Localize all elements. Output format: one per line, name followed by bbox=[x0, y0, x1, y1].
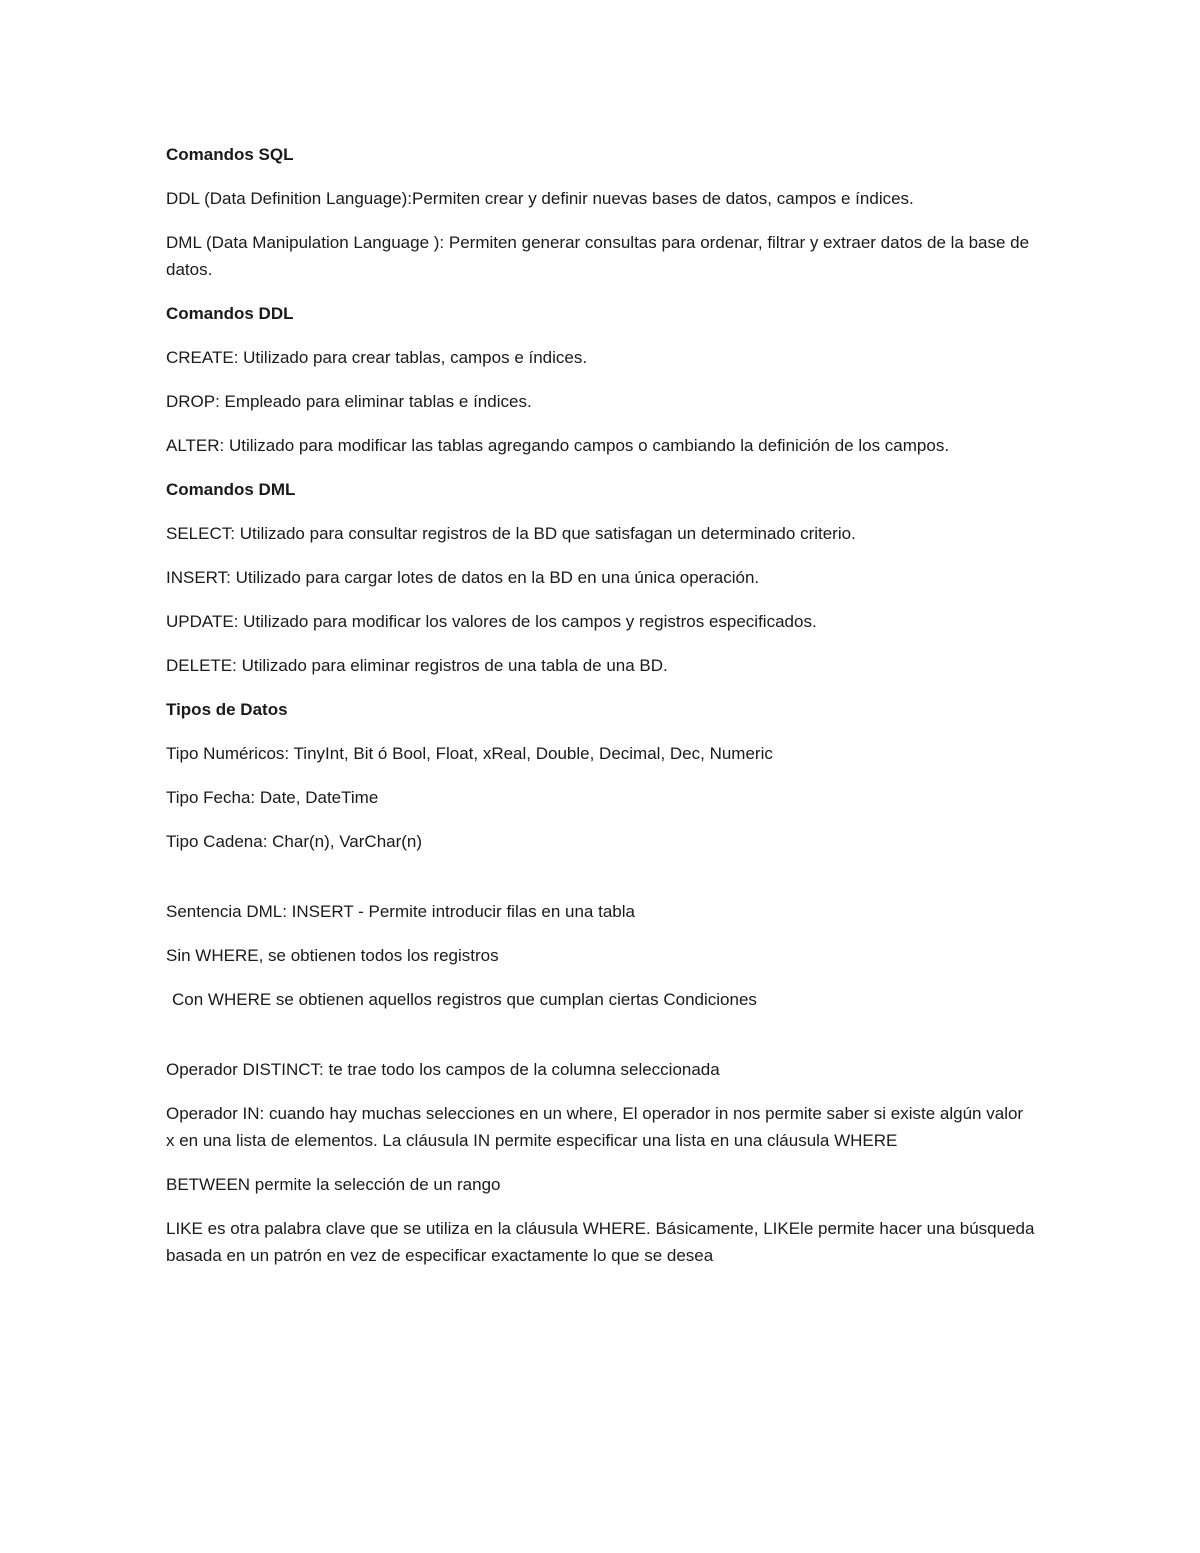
paragraph-without-where: Sin WHERE, se obtienen todos los registros bbox=[166, 946, 499, 965]
paragraph-type-string: Tipo Cadena: Char(n), VarChar(n) bbox=[166, 832, 423, 851]
paragraph-between: BETWEEN permite la selección de un rango bbox=[166, 1175, 501, 1194]
paragraph-select: SELECT: Utilizado para consultar registros de la BD que satisfagan un determinado criterio. bbox=[166, 524, 856, 543]
paragraph-update: UPDATE: Utilizado para modificar los valores de los campos y registros especificados. bbox=[166, 612, 817, 631]
paragraph-delete: DELETE: Utilizado para eliminar registros de una tabla de una BD. bbox=[166, 656, 668, 675]
paragraph-ddl-definition: DDL (Data Definition Language):Permiten crear y definir nuevas bases de datos, campos e índices. bbox=[166, 189, 914, 208]
heading-comandos-sql: Comandos SQL bbox=[166, 145, 294, 164]
paragraph-sentence-insert: Sentencia DML: INSERT - Permite introducir filas en una tabla bbox=[166, 902, 635, 921]
heading-comandos-ddl: Comandos DDL bbox=[166, 304, 294, 323]
paragraph-dml-definition: DML (Data Manipulation Language ): Permiten generar consultas para ordenar, filtrar y extraer datos de la base de datos. bbox=[166, 233, 1030, 279]
paragraph-drop: DROP: Empleado para eliminar tablas e índices. bbox=[166, 392, 532, 411]
paragraph-type-date: Tipo Fecha: Date, DateTime bbox=[166, 788, 379, 807]
paragraph-like: LIKE es otra palabra clave que se utiliza en la cláusula WHERE. Básicamente, LIKEle permite hacer una búsqueda basada en un patrón en vez de especificar exactamente lo que se desea bbox=[166, 1219, 1035, 1265]
paragraph-operator-distinct: Operador DISTINCT: te trae todo los campos de la columna seleccionada bbox=[166, 1060, 720, 1079]
paragraph-create: CREATE: Utilizado para crear tablas, campos e índices. bbox=[166, 348, 588, 367]
paragraph-alter: ALTER: Utilizado para modificar las tablas agregando campos o cambiando la definición de los campos. bbox=[166, 436, 950, 455]
heading-tipos-de-datos: Tipos de Datos bbox=[166, 700, 288, 719]
paragraph-operator-in: Operador IN: cuando hay muchas selecciones en un where, El operador in nos permite saber si existe algún valor x en una lista de elementos. La cláusula IN permite especificar una lista en una cláusula WHERE bbox=[166, 1104, 1024, 1150]
paragraph-insert: INSERT: Utilizado para cargar lotes de datos en la BD en una única operación. bbox=[166, 568, 760, 587]
heading-comandos-dml: Comandos DML bbox=[166, 480, 296, 499]
paragraph-type-numeric: Tipo Numéricos: TinyInt, Bit ó Bool, Float, xReal, Double, Decimal, Dec, Numeric bbox=[166, 744, 773, 763]
document-page bbox=[166, 141, 1036, 1286]
paragraph-with-where: Con WHERE se obtienen aquellos registros que cumplan ciertas Condiciones bbox=[172, 990, 757, 1009]
